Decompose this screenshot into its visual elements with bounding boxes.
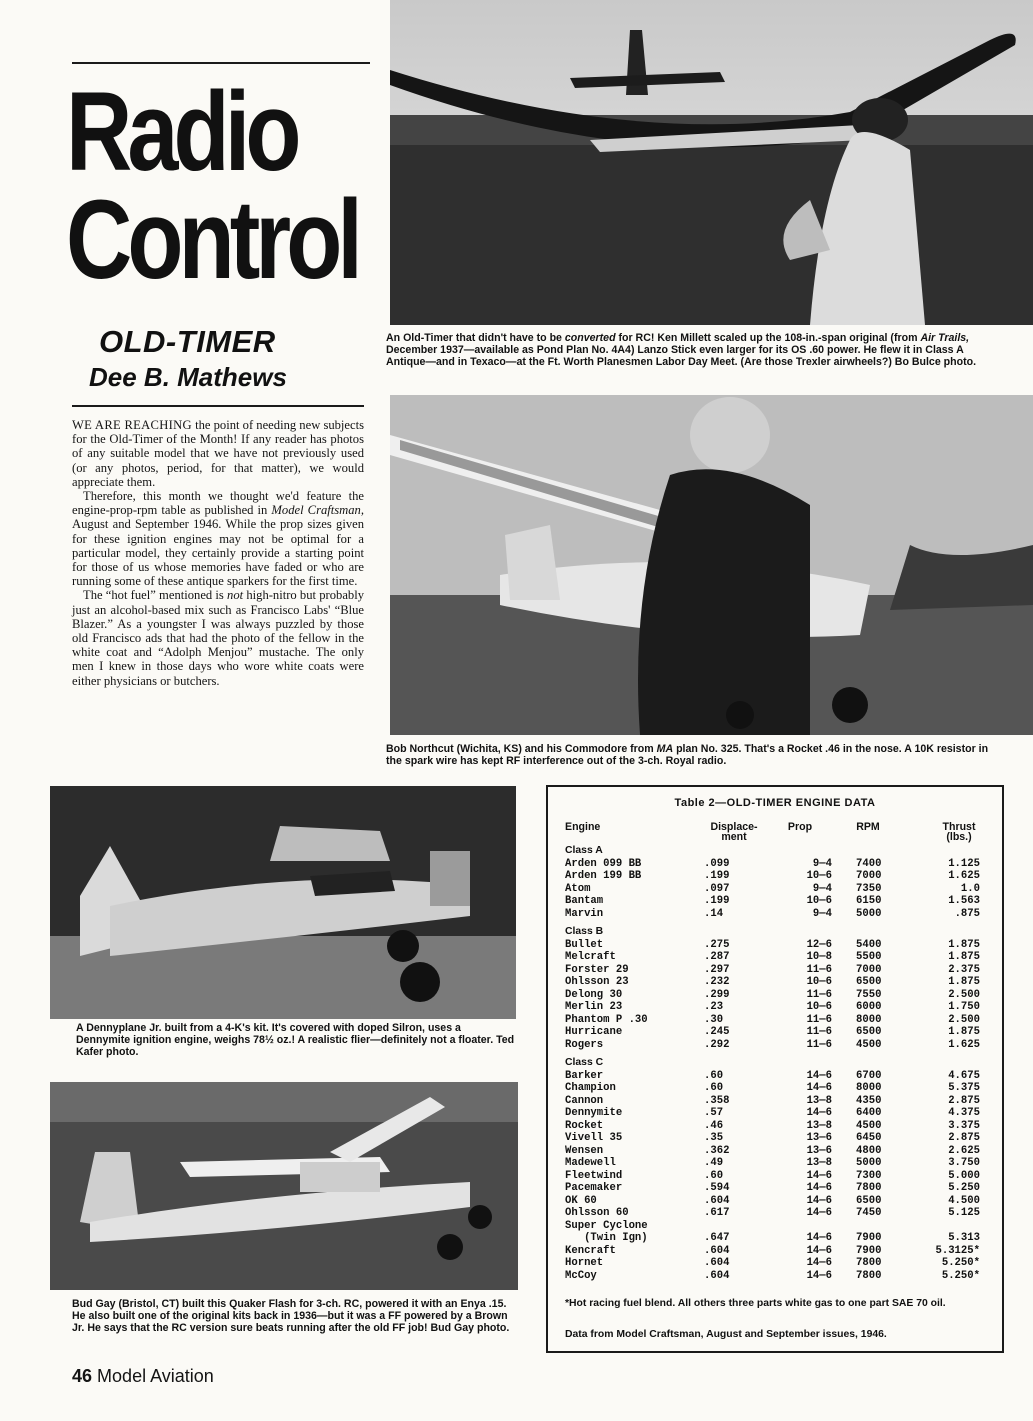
table-cell: 7900 xyxy=(856,1244,882,1257)
table-cell: 10—6 xyxy=(806,976,832,988)
table-cell: 14—6 xyxy=(806,1207,832,1219)
table-cell: .46 xyxy=(704,1119,724,1132)
table-cell: Hurricane xyxy=(565,1026,623,1038)
table-cell: Phantom P .30 xyxy=(565,1013,648,1026)
table-row xyxy=(548,1270,1002,1283)
article-paragraph: The “hot fuel” mentioned is not high-nitro but probably just an alcohol-based mix such as Francisco Labs' “Blue Blazer.” As a youngster I was always puzzled by those old Francisco ads that had the photo of the fellow in the white coat and “Adolph Menjou” mustache. The only men I knew in those days who wore white coats were either physicians or butchers. xyxy=(72,588,364,688)
table-row xyxy=(548,908,1002,921)
table-cell: 13—6 xyxy=(806,1132,832,1144)
table-cell: .362 xyxy=(704,1144,730,1157)
table-row xyxy=(548,1107,1002,1120)
table-cell: .099 xyxy=(704,857,730,870)
table-cell: 7800 xyxy=(856,1269,882,1282)
table-cell: 7000 xyxy=(856,870,882,882)
photo-lanzo-stick xyxy=(390,0,1033,325)
title-top-rule xyxy=(72,62,370,64)
table-cell: 1.125 xyxy=(948,857,980,870)
table-cell: 11—6 xyxy=(806,963,832,976)
table-cell: 10—6 xyxy=(806,1001,832,1013)
photo-commodore xyxy=(390,395,1033,735)
table-cell: 14—6 xyxy=(806,1069,832,1082)
table-cell: Wensen xyxy=(565,1144,604,1157)
table-cell: .647 xyxy=(704,1232,730,1244)
table-cell: 4500 xyxy=(856,1038,882,1051)
table-cell: Bantam xyxy=(565,895,604,907)
table-cell: Arden 199 BB xyxy=(565,870,642,882)
table-cell: 5.313 xyxy=(948,1232,980,1244)
table-cell: 1.563 xyxy=(948,895,980,907)
table-row xyxy=(548,1232,1002,1245)
table-cell: 4500 xyxy=(856,1119,882,1132)
col-header-engine: Engine xyxy=(565,821,601,833)
table-row xyxy=(548,1070,1002,1083)
table-cell: 5.250 xyxy=(948,1182,980,1194)
table-cell: 11—6 xyxy=(806,988,832,1001)
table-cell: 14—6 xyxy=(806,1244,832,1257)
table-cell: .60 xyxy=(704,1169,724,1182)
table-cell: Delong 30 xyxy=(565,988,623,1001)
table-cell: 1.0 xyxy=(960,882,980,895)
table-cell: .30 xyxy=(704,1013,724,1026)
table-cell: 11—6 xyxy=(806,1026,832,1038)
table-cell: 5500 xyxy=(856,951,882,963)
table-cell: 4.375 xyxy=(948,1107,980,1119)
table-cell: .199 xyxy=(704,895,730,907)
table-cell: Madewell xyxy=(565,1157,616,1169)
table-row xyxy=(548,1207,1002,1220)
table-cell: 5.000 xyxy=(948,1169,980,1182)
table-cell: 5.250* xyxy=(941,1269,980,1282)
table-row xyxy=(548,989,1002,1002)
table-row xyxy=(548,1001,1002,1014)
table-cell: Forster 29 xyxy=(565,963,629,976)
table-cell: 7000 xyxy=(856,963,882,976)
table-cell: .49 xyxy=(704,1157,724,1169)
table-cell: 12—6 xyxy=(806,938,832,951)
table-class-heading: Class A xyxy=(565,845,603,856)
table-cell: 1.875 xyxy=(948,976,980,988)
article-paragraph: WE ARE REACHING the point of needing new subjects for the Old-Timer of the Month! If any reader has photos of any suitable model that we have not previously used (or any photos, period, for that matter), we would appreciate them. xyxy=(72,418,365,489)
table-cell: 7350 xyxy=(856,882,882,895)
photo-quaker-flash xyxy=(50,1082,518,1290)
page-folio xyxy=(72,1366,214,1387)
table-cell: 7400 xyxy=(856,857,882,870)
table-cell: 4800 xyxy=(856,1144,882,1157)
table-cell: Bullet xyxy=(565,938,604,951)
table-row xyxy=(548,1182,1002,1195)
table-cell: Super Cyclone xyxy=(565,1219,648,1232)
table-row xyxy=(548,951,1002,964)
table-cell: 4.500 xyxy=(948,1194,980,1207)
table-class-heading: Class C xyxy=(565,1057,604,1068)
table-cell: 5000 xyxy=(856,1157,882,1169)
table-cell: 13—6 xyxy=(806,1144,832,1157)
table-cell: 7900 xyxy=(856,1232,882,1244)
table-cell: 6500 xyxy=(856,1026,882,1038)
table-cell: .604 xyxy=(704,1257,730,1269)
table-class-heading: Class B xyxy=(565,926,604,937)
table-cell: Merlin 23 xyxy=(565,1001,623,1013)
table-cell: 9—4 xyxy=(812,907,832,920)
table-cell: .23 xyxy=(704,1001,724,1013)
table-cell: 5.125 xyxy=(948,1207,980,1219)
table-cell: 2.375 xyxy=(948,963,980,976)
table-cell: 11—6 xyxy=(806,1013,832,1026)
table-cell: 10—8 xyxy=(806,951,832,963)
table-row xyxy=(548,1245,1002,1258)
table-cell: 3.750 xyxy=(948,1157,980,1169)
table-cell: 14—6 xyxy=(806,1182,832,1194)
table-cell: .60 xyxy=(704,1082,724,1094)
table-source: Data from Model Craftsman, August and September issues, 1946. xyxy=(565,1329,887,1340)
table-cell: OK 60 xyxy=(565,1194,597,1207)
table-cell: 14—6 xyxy=(806,1107,832,1119)
photo-caption: A Dennyplane Jr. built from a 4-K's kit. It's covered with doped Silron, uses a Dennymite ignition engine, weighs 78½ oz.! A realistic flier—definitely not a floater. Ted Kafer photo. xyxy=(76,1022,515,1059)
article-body xyxy=(72,418,364,688)
table-cell: 14—6 xyxy=(806,1232,832,1244)
table-title: Table 2—OLD-TIMER ENGINE DATA xyxy=(674,797,876,809)
page-number: 46 xyxy=(72,1366,93,1386)
table-cell: .604 xyxy=(704,1194,730,1207)
table-cell: 6500 xyxy=(856,1194,882,1207)
table-cell: 14—6 xyxy=(806,1257,832,1269)
table-cell: 1.625 xyxy=(948,1038,980,1051)
table-cell: 1.875 xyxy=(948,938,980,951)
table-cell: Atom xyxy=(565,882,591,895)
table-cell: Fleetwind xyxy=(565,1169,623,1182)
table-row xyxy=(548,1082,1002,1095)
table-cell: 3.375 xyxy=(948,1119,980,1132)
table-cell: 7300 xyxy=(856,1169,882,1182)
table-cell: 4.675 xyxy=(948,1069,980,1082)
table-row xyxy=(548,1220,1002,1233)
table-cell: 1.750 xyxy=(948,1001,980,1013)
table-row xyxy=(548,1157,1002,1170)
table-row xyxy=(548,1014,1002,1027)
table-cell: .297 xyxy=(704,963,730,976)
table-cell: 5.3125* xyxy=(935,1244,980,1257)
table-cell: McCoy xyxy=(565,1269,597,1282)
table-cell: Kencraft xyxy=(565,1244,616,1257)
table-cell: .875 xyxy=(954,907,980,920)
table-row xyxy=(548,1132,1002,1145)
table-cell: .275 xyxy=(704,938,730,951)
table-cell: .097 xyxy=(704,882,730,895)
photo-caption: An Old-Timer that didn't have to be converted for RC! Ken Millett scaled up the 108-in.-span original (from Air Trails, December 1937—available as Pond Plan No. 4A4) Lanzo Stick even larger for its OS .60 power. He flew it in Class A Antique—and in Texaco—at the Ft. Worth Planesmen Labor Day Meet. (Are those Trexler airwheels?) Bo Bulce photo. xyxy=(386,332,977,369)
table-cell: .57 xyxy=(704,1107,724,1119)
table-row xyxy=(548,1095,1002,1108)
author-byline: Dee B. Mathews xyxy=(89,362,287,392)
table-cell: 4350 xyxy=(856,1094,882,1107)
table-cell: 13—8 xyxy=(806,1094,832,1107)
table-cell: 2.500 xyxy=(948,988,980,1001)
table-cell: 6450 xyxy=(856,1132,882,1144)
article-paragraph: Therefore, this month we thought we'd feature the engine-prop-rpm table as published in Model Craftsman, August and September 1946. While the prop sizes given for these ignition engines may not be optimal for a particular model, they certainly provide a starting point for those of us whose memories have faded or who are running some of these antique sparkers for the first time. xyxy=(72,489,364,589)
page-title xyxy=(66,69,359,302)
table-cell: Arden 099 BB xyxy=(565,857,642,870)
photo-caption: Bud Gay (Bristol, CT) built this Quaker Flash for 3-ch. RC, powered it with an Enya .15. He also built one of the original kits back in 1936—but it was a FF powered by a Brown Jr. He says that the RC version sure beats running after the old FF job! Bud Gay photo. xyxy=(72,1298,510,1335)
table-cell: 11—6 xyxy=(806,1038,832,1051)
photo-dennyplane xyxy=(50,786,516,1019)
table-cell: .232 xyxy=(704,976,730,988)
table-cell: 5.250* xyxy=(941,1257,980,1269)
table-cell: Dennymite xyxy=(565,1107,623,1119)
column-subtitle: OLD-TIMER xyxy=(99,324,276,359)
table-cell: 14—6 xyxy=(806,1194,832,1207)
table-cell: 10—6 xyxy=(806,870,832,882)
col-header-prop: Prop xyxy=(787,821,813,833)
table-cell: .245 xyxy=(704,1026,730,1038)
table-cell: 9—4 xyxy=(812,857,832,870)
table-cell: .604 xyxy=(704,1269,730,1282)
table-cell: Pacemaker xyxy=(565,1182,623,1194)
table-cell: 14—6 xyxy=(806,1269,832,1282)
col-header-displacement: Displace- ment xyxy=(710,821,758,843)
table-row xyxy=(548,1170,1002,1183)
table-cell: 14—6 xyxy=(806,1169,832,1182)
table-row xyxy=(548,1039,1002,1052)
table-cell: .199 xyxy=(704,870,730,882)
engine-data-table xyxy=(546,785,1004,1353)
table-cell: Melcraft xyxy=(565,951,616,963)
table-row xyxy=(548,1120,1002,1133)
col-header-thrust: Thrust (lbs.) xyxy=(942,821,976,843)
table-cell: 8000 xyxy=(856,1082,882,1094)
table-cell: Barker xyxy=(565,1069,604,1082)
table-cell: .604 xyxy=(704,1244,730,1257)
table-cell: .287 xyxy=(704,951,730,963)
table-row xyxy=(548,870,1002,883)
table-cell: 10—6 xyxy=(806,895,832,907)
table-row xyxy=(548,1026,1002,1039)
table-row xyxy=(548,939,1002,952)
table-cell: 1.875 xyxy=(948,951,980,963)
table-cell: 2.875 xyxy=(948,1132,980,1144)
table-cell: 1.625 xyxy=(948,870,980,882)
table-cell: 7800 xyxy=(856,1182,882,1194)
table-cell: .14 xyxy=(704,907,724,920)
article-lead-in: WE ARE REACHING xyxy=(72,418,192,432)
title-line-control: Control xyxy=(66,177,359,302)
table-cell: .35 xyxy=(704,1132,724,1144)
table-cell: 6400 xyxy=(856,1107,882,1119)
table-cell: 5000 xyxy=(856,907,882,920)
col-header-rpm: RPM xyxy=(856,821,880,833)
title-line-radio: Radio xyxy=(66,69,297,194)
photo-caption: Bob Northcut (Wichita, KS) and his Commodore from MA plan No. 325. That's a Rocket .46 in the nose. A 10K resistor in the spark wire has kept RF interference out of the 3-ch. Royal radio. xyxy=(386,743,989,768)
table-cell: .358 xyxy=(704,1094,730,1107)
table-row xyxy=(548,964,1002,977)
table-cell: 6000 xyxy=(856,1001,882,1013)
table-cell: 5400 xyxy=(856,938,882,951)
table-cell: Rocket xyxy=(565,1119,604,1132)
article-top-rule xyxy=(72,405,364,407)
table-cell: (Twin Ign) xyxy=(565,1232,648,1244)
table-cell: .617 xyxy=(704,1207,730,1219)
magazine-name: Model Aviation xyxy=(97,1366,214,1386)
table-row xyxy=(548,1195,1002,1208)
table-cell: 8000 xyxy=(856,1013,882,1026)
table-cell: 9—4 xyxy=(812,882,832,895)
table-row xyxy=(548,858,1002,871)
table-cell: 2.875 xyxy=(948,1094,980,1107)
table-footnote: *Hot racing fuel blend. All others three parts white gas to one part SAE 70 oil. xyxy=(565,1298,946,1309)
table-cell: 6150 xyxy=(856,895,882,907)
table-cell: Rogers xyxy=(565,1038,604,1051)
table-cell: Cannon xyxy=(565,1094,604,1107)
table-cell: .299 xyxy=(704,988,730,1001)
table-row xyxy=(548,1257,1002,1270)
table-cell: Hornet xyxy=(565,1257,604,1269)
table-cell: Marvin xyxy=(565,907,604,920)
table-cell: .292 xyxy=(704,1038,730,1051)
table-cell: .60 xyxy=(704,1069,724,1082)
table-row xyxy=(548,1145,1002,1158)
table-cell: 13—8 xyxy=(806,1157,832,1169)
table-cell: Vivell 35 xyxy=(565,1132,623,1144)
table-cell: 2.625 xyxy=(948,1144,980,1157)
table-cell: Champion xyxy=(565,1082,616,1094)
table-row xyxy=(548,883,1002,896)
table-cell: .594 xyxy=(704,1182,730,1194)
table-cell: 7800 xyxy=(856,1257,882,1269)
table-cell: 2.500 xyxy=(948,1013,980,1026)
table-row xyxy=(548,976,1002,989)
table-cell: 6500 xyxy=(856,976,882,988)
table-cell: 1.875 xyxy=(948,1026,980,1038)
table-cell: 13—8 xyxy=(806,1119,832,1132)
table-cell: 7550 xyxy=(856,988,882,1001)
table-row xyxy=(548,895,1002,908)
table-cell: 6700 xyxy=(856,1069,882,1082)
table-cell: 5.375 xyxy=(948,1082,980,1094)
table-cell: Ohlsson 60 xyxy=(565,1207,629,1219)
table-cell: 14—6 xyxy=(806,1082,832,1094)
table-cell: 7450 xyxy=(856,1207,882,1219)
table-cell: Ohlsson 23 xyxy=(565,976,629,988)
